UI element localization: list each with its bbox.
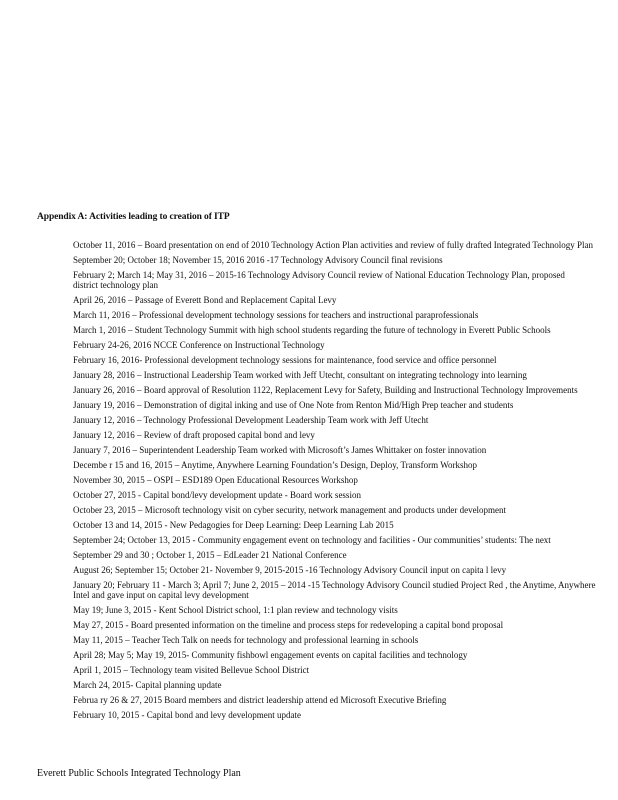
list-item-text: January 26, 2016 – Board approval of Resolution 1122, Replacement Levy for Safety, Building and Instructional Technology Improvements [73, 385, 578, 395]
list-item-text: May 27, 2015 - Board presented information on the timeline and process steps for redeveloping a capital bond proposal [73, 620, 504, 630]
list-item [0, 383, 618, 398]
list-item-text: February 2; March 14; May 31, 2016 – 2015-16 Technology Advisory Council review of National Education Technology Plan, proposed [73, 270, 565, 280]
list-item [0, 338, 618, 353]
list-item-text: February 10, 2015 - Capital bond and levy development update [73, 710, 301, 720]
list-item-text: September 20; October 18; November 15, 2016 2016 -17 Technology Advisory Council final revisions [73, 255, 443, 265]
list-item [0, 488, 618, 503]
list-item-text: May 11, 2015 – Teacher Tech Talk on needs for technology and professional learning in schools [73, 635, 419, 645]
list-item-text: January 19, 2016 – Demonstration of digital inking and use of One Note from Renton Mid/High Prep teacher and students [73, 400, 514, 410]
list-item-text: January 28, 2016 – Instructional Leadership Team worked with Jeff Utecht, consultant on integrating technology into learning [73, 370, 527, 380]
list-item-text: February 16, 2016- Professional development technology sessions for maintenance, food service and office personnel [73, 355, 497, 365]
list-item [0, 708, 618, 723]
list-item-text: March 1, 2016 – Student Technology Summit with high school students regarding the future of technology in Everett Public Schools [73, 325, 551, 335]
list-item-text: October 27, 2015 - Capital bond/levy development update - Board work session [73, 490, 361, 500]
list-item-text: April 1, 2015 – Technology team visited Bellevue School District [73, 665, 310, 675]
list-item [0, 368, 618, 383]
list-item-text: January 7, 2016 – Superintendent Leadership Team worked with Microsoft’s James Whittaker on foster innovation [73, 445, 487, 455]
list-item-text: April 26, 2016 – Passage of Everett Bond and Replacement Capital Levy [73, 295, 337, 305]
list-item [0, 428, 618, 443]
list-item-text: Februa ry 26 & 27, 2015 Board members and district leadership attend ed Microsoft Executive Briefing [73, 695, 447, 705]
page-footer: Everett Public Schools Integrated Technology Plan [37, 768, 241, 779]
list-item-text-continued: Intel and gave input on capital levy development [73, 590, 249, 600]
list-item [0, 308, 618, 323]
list-item [0, 618, 618, 633]
list-item [0, 458, 618, 473]
list-item-text: October 23, 2015 – Microsoft technology visit on cyber security, network management and products under development [73, 505, 507, 515]
list-item-text: September 24; October 13, 2015 - Community engagement event on technology and facilities - Our communities’ students: The next [73, 535, 551, 545]
list-item [0, 633, 618, 648]
list-item-text: March 11, 2016 – Professional development technology sessions for teachers and instructional paraprofessionals [73, 310, 479, 320]
list-item [0, 253, 618, 268]
list-item-text: October 13 and 14, 2015 - New Pedagogies for Deep Learning: Deep Learning Lab 2015 [73, 520, 394, 530]
list-item-text: January 20; February 11 - March 3; April 7; June 2, 2015 – 2014 -15 Technology Advisory Council studied Project Red , the Anytime, Anywhere [73, 580, 596, 590]
list-item [0, 518, 618, 533]
list-item [0, 563, 618, 578]
list-item [0, 603, 618, 618]
list-item-text: October 11, 2016 – Board presentation on end of 2010 Technology Action Plan activities and review of fully drafted Integrated Technology Plan [73, 240, 593, 250]
list-item [0, 413, 618, 428]
list-item-text-continued: district technology plan [73, 280, 158, 290]
list-item [0, 648, 618, 663]
list-item [0, 353, 618, 368]
list-item [0, 293, 618, 308]
appendix-heading: Appendix A: Activities leading to creation of ITP [37, 212, 230, 222]
list-item [0, 548, 618, 563]
list-item [0, 398, 618, 413]
list-item [0, 663, 618, 678]
list-item [0, 443, 618, 458]
list-item-text: November 30, 2015 – OSPI – ESD189 Open Educational Resources Workshop [73, 475, 358, 485]
list-item-text: September 29 and 30 ; October 1, 2015 – EdLeader 21 National Conference [73, 550, 347, 560]
list-item-text: January 12, 2016 – Technology Professional Development Leadership Team work with Jeff Utecht [73, 415, 429, 425]
list-item [0, 678, 618, 693]
list-item [0, 533, 618, 548]
list-item [0, 473, 618, 488]
list-item [0, 238, 618, 253]
list-item-text: August 26; September 15; October 21- November 9, 2015-2015 -16 Technology Advisory Council input on capita l levy [73, 565, 507, 575]
activity-list [0, 238, 618, 723]
list-item-text: May 19; June 3, 2015 - Kent School District school, 1:1 plan review and technology visits [73, 605, 398, 615]
list-item [0, 268, 618, 293]
list-item-text: January 12, 2016 – Review of draft proposed capital bond and levy [73, 430, 315, 440]
list-item [0, 323, 618, 338]
list-item [0, 503, 618, 518]
list-item-text: February 24-26, 2016 NCCE Conference on Instructional Technology [73, 340, 325, 350]
list-item-text: March 24, 2015- Capital planning update [73, 680, 222, 690]
list-item-text: April 28; May 5; May 19, 2015- Community fishbowl engagement events on capital facilities and technology [73, 650, 468, 660]
list-item [0, 693, 618, 708]
list-item-text: Decembe r 15 and 16, 2015 – Anytime, Anywhere Learning Foundation’s Design, Deploy, Transform Workshop [73, 460, 477, 470]
list-item [0, 578, 618, 603]
